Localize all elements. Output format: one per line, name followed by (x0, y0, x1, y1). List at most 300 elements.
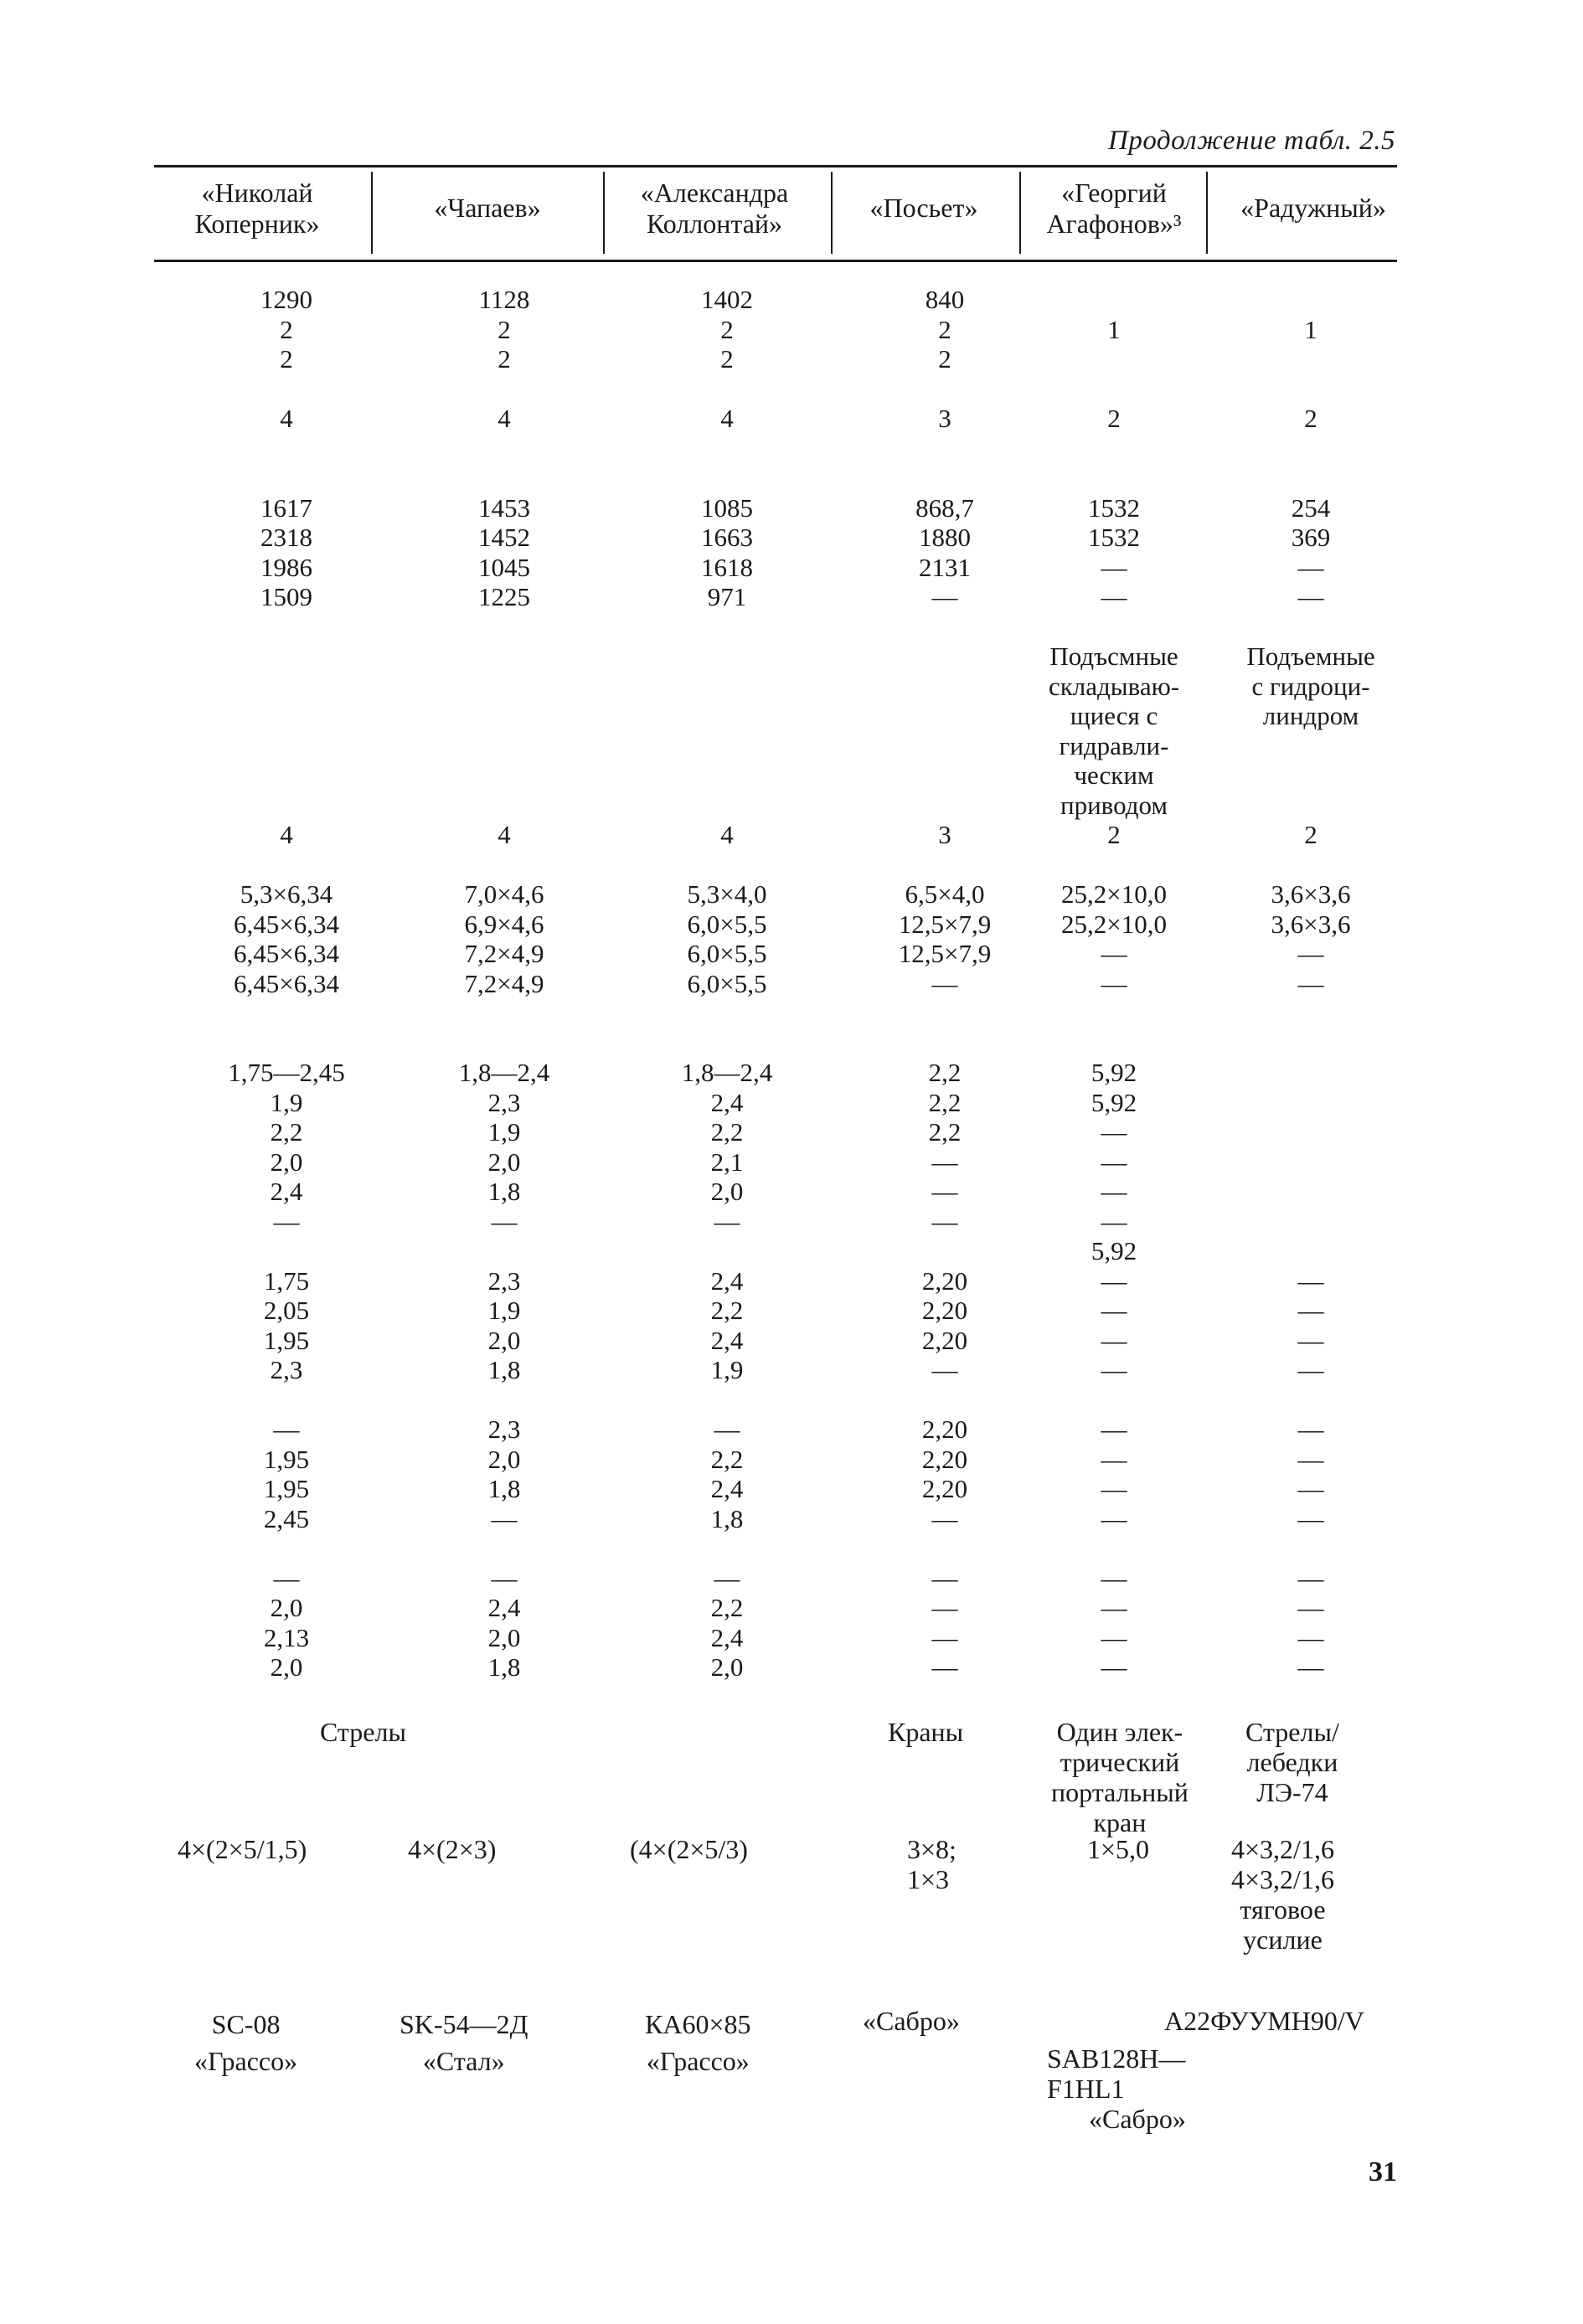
table-cell: 2,4 (710, 1087, 744, 1117)
table-cell (1246, 731, 1374, 761)
table-cell: — (1297, 1474, 1324, 1503)
table-cell: — (1297, 1503, 1324, 1533)
table-cell: 6,0×5,5 (687, 968, 767, 998)
cargo-gear-label: Один элек- трический портальный кран (1051, 1717, 1189, 1837)
table-cell: 3 (938, 820, 951, 849)
table-cell: 2,2 (710, 1444, 744, 1474)
table-cell: 2,20 (921, 1265, 968, 1296)
table-cell: 5,92 (1091, 1236, 1137, 1265)
table-cell: 1045 (478, 552, 530, 582)
table-cell: 6,45×6,34 (234, 909, 339, 939)
table-cell: 2,0 (710, 1177, 744, 1206)
table-cell: 3,6×3,6 (1271, 879, 1351, 909)
table-cell (682, 998, 773, 1028)
table-cell: 2,20 (921, 1474, 968, 1503)
gear-config-cell: 4×(2×3) (408, 1834, 497, 1864)
table-cell: — (1101, 1177, 1127, 1206)
table-cell: 6,45×6,34 (234, 968, 339, 998)
table-cell (228, 612, 345, 642)
table-cell: — (1297, 939, 1324, 968)
header-aleksandra-kollontai: «Александра Коллонтай» (640, 178, 789, 239)
table-cell: линдром (1262, 701, 1359, 730)
table-cell: 2,0 (487, 1622, 521, 1652)
page-number: 31 (1369, 2157, 1397, 2187)
table-cell: — (1101, 968, 1127, 998)
table-cell: — (1297, 1355, 1324, 1384)
table-cell (459, 672, 550, 702)
table-header-rule (154, 260, 1397, 262)
table-top-rule (154, 165, 1397, 167)
table-cell: — (1297, 1296, 1324, 1325)
table-cell: 1290 (260, 285, 312, 314)
table-cell: 1,9 (270, 1087, 303, 1117)
gear-config-cell: 3×8; 1×3 (907, 1834, 957, 1894)
table-cell: 2318 (260, 523, 312, 552)
table-cell (899, 791, 991, 821)
table-cell (899, 612, 991, 642)
table-cell: — (1101, 1503, 1127, 1533)
table-cell (459, 731, 550, 761)
column-separator (831, 172, 833, 254)
table-cell: Подъемные (1246, 642, 1375, 671)
table-cell (228, 998, 345, 1028)
table-cell: — (1101, 1117, 1127, 1147)
table-cell: 4 (498, 820, 511, 849)
table-cell: 1,95 (263, 1325, 310, 1355)
table-cell: 2,0 (270, 1147, 303, 1177)
table-cell: — (714, 1414, 740, 1444)
table-cell (899, 998, 991, 1028)
table-cell (1246, 344, 1374, 374)
table-cell (1049, 374, 1179, 405)
table-cell (1246, 374, 1374, 405)
table-cell: 1986 (260, 552, 312, 582)
table-cell (682, 791, 773, 821)
table-cell (228, 791, 345, 821)
table-cell (459, 642, 550, 672)
table-cell: 2 (720, 314, 734, 344)
table-cell: 25,2×10,0 (1061, 909, 1167, 939)
table-cell (228, 1533, 345, 1564)
column-separator (603, 172, 605, 254)
table-cell: 2,4 (710, 1265, 744, 1296)
table-cell: 2 (720, 344, 734, 374)
column-nikolai-kopernik (228, 285, 345, 1682)
table-cell (899, 1533, 991, 1564)
column-aleksandra-kollontai (682, 285, 773, 1682)
table-cell: 2,3 (487, 1087, 521, 1117)
table-cell (228, 672, 345, 702)
table-cell: — (1297, 1563, 1324, 1593)
table-cell (899, 1385, 991, 1415)
column-separator (1206, 172, 1208, 254)
table-cell: Подъсмные (1049, 642, 1178, 671)
table-cell (1246, 434, 1374, 464)
table-cell: 2,20 (921, 1296, 968, 1325)
table-caption: Продолжение табл. 2.5 (1108, 126, 1395, 156)
column-separator (371, 172, 373, 254)
table-cell: — (931, 968, 958, 998)
table-cell: — (714, 1206, 740, 1236)
table-cell: 2,3 (487, 1414, 521, 1444)
gear-config-cell: 4×(2×5/1,5) (178, 1834, 307, 1864)
table-cell: — (931, 1563, 958, 1593)
manufacturer-cell: SK-54—2Д «Стал» (400, 2009, 529, 2076)
gear-config-cell: 1×5,0 (1087, 1834, 1150, 1864)
table-cell (1049, 344, 1179, 374)
table-cell (1246, 850, 1374, 880)
table-cell (1246, 1028, 1374, 1059)
table-cell: — (1297, 1622, 1324, 1652)
table-cell: — (273, 1206, 300, 1236)
table-cell: 7,0×4,6 (464, 879, 544, 909)
table-cell: 2131 (918, 552, 971, 582)
table-cell: — (931, 1355, 958, 1384)
table-cell (899, 731, 991, 761)
header-nikolai-kopernik: «Николай Коперник» (194, 178, 320, 239)
table-cell (1246, 1147, 1374, 1177)
table-cell: — (1101, 1355, 1127, 1384)
table-cell (228, 1385, 345, 1415)
table-cell (899, 850, 991, 880)
table-cell (459, 612, 550, 642)
table-cell: — (273, 1414, 300, 1444)
header-georgii-agafonov: «Георгий Агафонов»³ (1046, 178, 1182, 239)
table-cell (1246, 1533, 1374, 1564)
table-cell: 2 (498, 314, 511, 344)
table-cell (228, 701, 345, 731)
table-cell: 1532 (1088, 523, 1140, 552)
table-cell (1246, 1088, 1374, 1118)
table-cell: — (1297, 1444, 1324, 1474)
table-cell (1246, 1058, 1374, 1088)
table-cell (459, 463, 550, 493)
table-cell (459, 1028, 550, 1059)
table-cell (1049, 998, 1179, 1028)
table-cell: — (1101, 939, 1127, 968)
table-cell: 1,9 (710, 1355, 744, 1384)
table-cell: 1,8 (487, 1474, 521, 1503)
cargo-gear-label: Стрелы (320, 1717, 406, 1747)
table-cell: 1,8 (487, 1177, 521, 1206)
table-cell (682, 434, 773, 464)
table-cell: 12,5×7,9 (898, 909, 992, 939)
table-cell (1246, 1236, 1374, 1266)
table-cell: 1509 (260, 582, 312, 611)
table-cell: — (1297, 1652, 1324, 1682)
table-cell: 6,45×6,34 (234, 939, 339, 968)
table-cell: 2,2 (710, 1296, 744, 1325)
table-cell (1246, 463, 1374, 493)
table-cell (1246, 1385, 1374, 1415)
table-cell: — (1297, 1325, 1324, 1355)
table-cell: — (273, 1563, 300, 1593)
column-posyet (899, 285, 991, 1682)
table-cell (459, 1236, 550, 1266)
table-cell: 5,3×4,0 (687, 879, 767, 909)
table-cell: 6,9×4,6 (464, 909, 544, 939)
table-cell: — (1297, 1414, 1324, 1444)
table-cell: — (931, 1206, 958, 1236)
table-cell (899, 1028, 991, 1059)
table-cell: 2,20 (921, 1414, 968, 1444)
manufacturer-cell: КА60×85 «Грассо» (645, 2009, 751, 2076)
table-cell (228, 642, 345, 672)
table-cell: 2,2 (928, 1117, 962, 1147)
table-cell (1246, 791, 1374, 821)
table-cell: 2,0 (487, 1444, 521, 1474)
table-cell: 2,2 (710, 1117, 744, 1147)
table-cell (459, 374, 550, 405)
table-cell: — (931, 1593, 958, 1622)
table-cell: — (1101, 582, 1127, 611)
table-cell: — (931, 1503, 958, 1533)
table-cell (899, 463, 991, 493)
table-cell: 2,0 (270, 1593, 303, 1622)
table-cell: 2 (1107, 820, 1121, 849)
table-cell (1246, 1177, 1374, 1207)
table-cell: — (931, 1147, 958, 1177)
table-cell: 3 (938, 404, 951, 433)
table-cell: приводом (1060, 790, 1168, 820)
table-cell: 5,3×6,34 (240, 879, 333, 909)
table-cell: 840 (925, 285, 965, 314)
table-cell (899, 672, 991, 702)
table-cell (228, 731, 345, 761)
table-cell: 2,0 (710, 1652, 744, 1682)
table-cell (682, 1533, 773, 1564)
manufacturer-cell: «Сабро» (1089, 2104, 1186, 2134)
table-cell: 4 (280, 820, 293, 849)
table-cell (1049, 1385, 1179, 1415)
table-cell: 1663 (701, 523, 753, 552)
table-cell (682, 1236, 773, 1266)
table-cell: 1,95 (263, 1474, 310, 1503)
table-cell: — (1101, 552, 1127, 582)
table-cell: 4 (720, 404, 734, 433)
table-cell: 868,7 (915, 492, 974, 523)
table-cell (228, 463, 345, 493)
header-posyet: «Посьет» (869, 193, 978, 223)
table-cell: 2,3 (270, 1355, 303, 1384)
table-cell: 2,2 (710, 1593, 744, 1622)
table-cell: 2,0 (487, 1147, 521, 1177)
table-cell: 1,8—2,4 (458, 1058, 550, 1087)
table-cell (682, 1028, 773, 1059)
table-cell (228, 434, 345, 464)
table-cell (228, 374, 345, 405)
table-cell: с гидроци- (1251, 671, 1370, 701)
table-cell: — (1101, 1474, 1127, 1503)
table-cell: — (931, 1652, 958, 1682)
table-cell: 369 (1291, 523, 1331, 552)
table-cell: — (931, 582, 958, 611)
gear-config-cell: 4×3,2/1,6 4×3,2/1,6 тяговое усилие (1231, 1834, 1334, 1955)
table-cell: 971 (707, 582, 747, 611)
table-cell: 3,6×3,6 (1271, 909, 1351, 939)
table-cell: — (491, 1206, 518, 1236)
table-cell (899, 1236, 991, 1266)
table-cell: 12,5×7,9 (898, 939, 992, 968)
table-cell: 5,92 (1091, 1087, 1137, 1117)
table-cell: складываю- (1048, 671, 1180, 701)
table-cell: 1402 (701, 285, 753, 314)
table-cell: — (491, 1503, 518, 1533)
table-cell: 2,0 (487, 1325, 521, 1355)
table-cell (1246, 1117, 1374, 1147)
table-cell: — (931, 1622, 958, 1652)
table-cell (682, 463, 773, 493)
column-georgii-agafonov (1049, 285, 1179, 1682)
table-cell (459, 1385, 550, 1415)
table-cell: — (1101, 1444, 1127, 1474)
table-cell: 2,2 (270, 1117, 303, 1147)
table-cell: 2,1 (710, 1147, 744, 1177)
table-cell: 2,0 (270, 1652, 303, 1682)
table-cell: 2 (1107, 404, 1121, 433)
table-cell (682, 672, 773, 702)
table-cell: 4 (498, 404, 511, 433)
table-cell (228, 1236, 345, 1266)
header-raduzhny: «Радужный» (1240, 193, 1386, 223)
table-cell (1246, 998, 1374, 1028)
table-cell (459, 791, 550, 821)
table-cell: 1880 (918, 523, 971, 552)
table-cell (899, 701, 991, 731)
column-separator (1019, 172, 1021, 254)
table-cell: — (1101, 1622, 1127, 1652)
table-cell: 1,8 (487, 1652, 521, 1682)
table-cell: 2 (280, 314, 293, 344)
table-cell: — (1101, 1325, 1127, 1355)
table-cell (1049, 1533, 1179, 1564)
table-cell: 2,2 (928, 1087, 962, 1117)
table-cell (459, 1533, 550, 1564)
table-cell (899, 374, 991, 405)
gear-config-cell: (4×(2×5/3) (630, 1834, 748, 1864)
table-cell: 5,92 (1091, 1058, 1137, 1087)
table-cell (1246, 1207, 1374, 1237)
table-cell: 1 (1304, 314, 1317, 344)
table-cell: — (1297, 552, 1324, 582)
table-cell: 1,8—2,4 (681, 1058, 773, 1087)
table-cell (228, 1028, 345, 1059)
table-cell: 1,9 (487, 1117, 521, 1147)
table-cell: 2,20 (921, 1444, 968, 1474)
column-chapaev (459, 285, 550, 1682)
table-cell: 1452 (478, 523, 530, 552)
table-cell (1049, 285, 1179, 315)
table-cell: 4 (280, 404, 293, 433)
table-cell (1049, 434, 1179, 464)
table-cell: — (1297, 1265, 1324, 1296)
table-cell: — (1297, 1593, 1324, 1622)
table-cell: 25,2×10,0 (1061, 879, 1167, 909)
table-cell (682, 731, 773, 761)
table-cell: — (1101, 1206, 1127, 1236)
table-cell: — (1297, 582, 1324, 611)
table-cell (682, 850, 773, 880)
table-cell (228, 850, 345, 880)
table-cell: 2,05 (263, 1296, 310, 1325)
table-cell: 6,0×5,5 (687, 939, 767, 968)
table-cell: 1,8 (710, 1503, 744, 1533)
table-cell: ческим (1074, 760, 1154, 790)
table-cell: 1225 (478, 582, 530, 611)
table-cell: щиеся с (1070, 701, 1158, 730)
table-cell (899, 642, 991, 672)
cargo-gear-label: Краны (888, 1717, 964, 1747)
column-raduzhny (1246, 285, 1374, 1682)
table-cell: 1617 (260, 492, 312, 523)
table-cell (682, 374, 773, 405)
table-cell (1246, 760, 1374, 791)
table-cell (682, 642, 773, 672)
table-cell (1049, 850, 1179, 880)
table-cell: 1,9 (487, 1296, 521, 1325)
manufacturer-cell: «Сабро» (863, 2006, 960, 2036)
table-cell: — (1101, 1652, 1127, 1682)
table-cell: 1618 (701, 552, 753, 582)
table-cell (899, 434, 991, 464)
table-cell (1246, 285, 1374, 315)
table-cell (459, 850, 550, 880)
table-cell (682, 760, 773, 791)
table-cell: — (714, 1563, 740, 1593)
table-cell: 254 (1291, 492, 1331, 523)
table-cell: — (491, 1563, 518, 1593)
table-cell: — (1101, 1147, 1127, 1177)
table-cell (459, 998, 550, 1028)
table-cell: 2,2 (928, 1058, 962, 1087)
table-cell: 1085 (701, 492, 753, 523)
table-cell: 2 (498, 344, 511, 374)
manufacturer-cell: SAB128H— F1HL1 (1047, 2043, 1186, 2104)
table-cell: 2,4 (487, 1593, 521, 1622)
table-cell: 7,2×4,9 (464, 939, 544, 968)
table-cell: 2 (1304, 820, 1317, 849)
table-cell: 2,4 (270, 1177, 303, 1206)
manufacturer-cell: А22ФУУМН90/V (1164, 2006, 1364, 2036)
table-cell: 2,13 (263, 1622, 310, 1652)
table-cell (228, 760, 345, 791)
table-cell (899, 760, 991, 791)
table-cell: — (1101, 1265, 1127, 1296)
table-cell: 1,75 (263, 1265, 310, 1296)
table-cell: 1,75—2,45 (228, 1058, 345, 1087)
table-cell (1049, 1028, 1179, 1059)
table-cell: — (1101, 1563, 1127, 1593)
table-cell (682, 1385, 773, 1415)
table-cell: — (1297, 968, 1324, 998)
table-cell: 1453 (478, 492, 530, 523)
table-cell (1049, 463, 1179, 493)
table-cell: — (1101, 1593, 1127, 1622)
table-cell: 7,2×4,9 (464, 968, 544, 998)
table-cell: 2,4 (710, 1474, 744, 1503)
cargo-gear-label: Стрелы/ лебедки ЛЭ-74 (1245, 1717, 1339, 1807)
table-cell: 2,4 (710, 1325, 744, 1355)
table-cell: 1,8 (487, 1355, 521, 1384)
table-cell: гидравли- (1059, 730, 1169, 760)
table-cell: 2 (1304, 404, 1317, 433)
table-cell: 1 (1107, 314, 1121, 344)
manufacturer-cell: SC-08 «Грассо» (194, 2009, 298, 2076)
table-cell: 2,4 (710, 1622, 744, 1652)
table-cell: 1532 (1088, 492, 1140, 523)
table-cell: 6,5×4,0 (905, 879, 985, 909)
table-cell: 4 (720, 820, 734, 849)
